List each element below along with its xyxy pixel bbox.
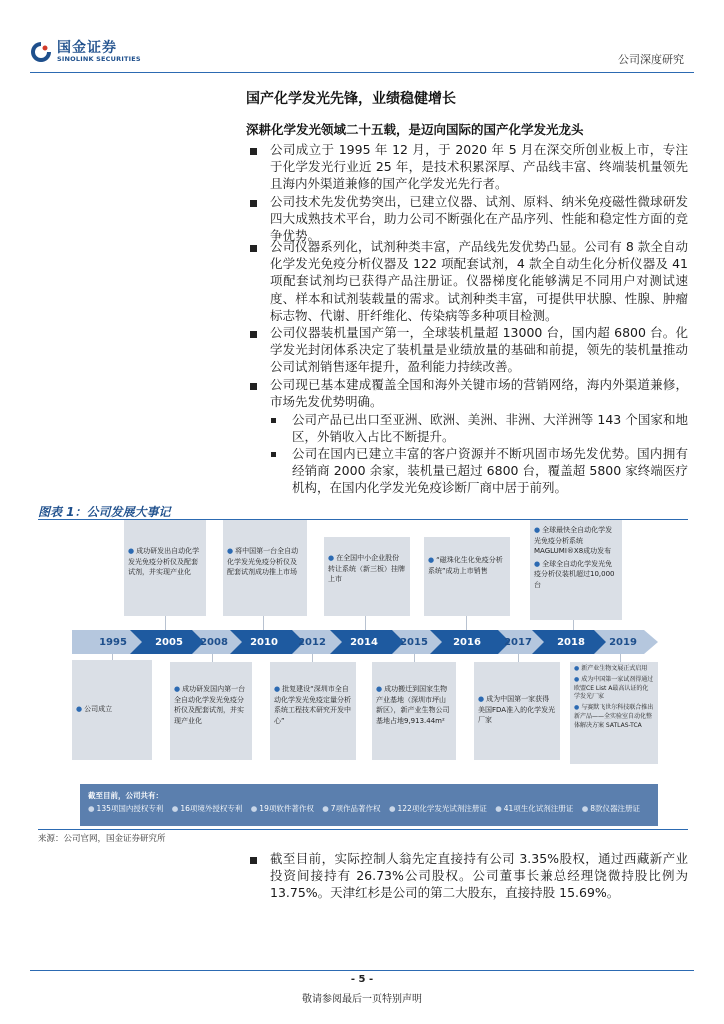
- connector: [573, 620, 574, 630]
- stat-item: ● 41项生化试剂注册证: [495, 804, 574, 813]
- logo-en: SINOLINK SECURITIES: [57, 55, 141, 63]
- stat-item: ● 122项化学发光试剂注册证: [388, 804, 487, 813]
- section-title: 国产化学发光先锋，业绩稳健增长: [246, 91, 456, 107]
- company-logo: [30, 41, 141, 63]
- paragraph-2: 公司技术先发优势突出，已建立仪器、试剂、原料、纳米免疫磁性微球研发四大成熟技术平台，助力公司不断强化在产品序列、性能和稳定性方面的竞争优势。: [270, 194, 688, 244]
- event-2015: ● 成功搬迁到国家生物产业基地（深圳市坪山新区），新产业生物公司基地占地9,913.44m²: [372, 662, 456, 760]
- bullet-icon: [250, 200, 257, 207]
- connector: [518, 654, 519, 662]
- paragraph-3: 公司仪器系列化，试剂种类丰富，产品线先发优势凸显。公司有 8 款全自动化学发光免疫分析仪器及 122 项配套试剂，4 款全自动生化分析仪器及 41 项配套试剂均已获得产品注册证。仪器梯度化能够满足不同用户对测试速度、样本和试剂装载量的需求。试剂种类丰富，可提供甲状腺、性腺、肿瘤标志物、代谢、肝纤维化、传染病等多种项目检测。: [270, 239, 688, 323]
- connector: [620, 654, 621, 662]
- event-2005: ● 成功研发出自动化学发光免疫分析仪及配套试剂，并实现产业化: [124, 520, 206, 616]
- connector: [212, 654, 213, 662]
- page-header: [0, 0, 724, 74]
- figure-source: 来源：公司官网，国金证券研究所: [38, 834, 166, 844]
- event-2014: ● 在全国中小企业股份转让系统（新三板）挂牌上市: [324, 537, 410, 616]
- sub-bullet-icon: [271, 418, 276, 423]
- year-2018: 2018: [557, 636, 585, 648]
- stat-item: ● 135项国内授权专利: [88, 804, 164, 813]
- page-number: - 5 -: [350, 974, 374, 985]
- event-2010: ● 将中国第一台全自动化学发光免疫分析仪及配套试剂成功推上市场: [223, 520, 307, 616]
- event-2016: ● “磁珠化生化免疫分析系统”成功上市销售: [424, 537, 510, 616]
- bullet-icon: [250, 148, 257, 155]
- report-type: 公司深度研究: [618, 53, 684, 66]
- sub-paragraph-1: 公司产品已出口至亚洲、欧洲、美洲、非洲、大洋洲等 143 个国家和地区，外销收入占比不断提升。: [292, 412, 688, 445]
- event-2012: ● 批复建设“深圳市全自动化学发光免疫定量分析系统工程技术研究开发中心”: [270, 662, 356, 760]
- bullet-icon: [250, 245, 257, 252]
- year-2017: 2017: [504, 636, 532, 648]
- stats-list: [88, 802, 650, 815]
- footer-divider: [30, 970, 694, 971]
- year-2014: 2014: [350, 636, 378, 648]
- stat-item: ● 7项作品著作权: [322, 804, 381, 813]
- disclaimer-note: 敬请参阅最后一页特别声明: [302, 994, 422, 1005]
- sub-title: 深耕化学发光领域二十五载，是迈向国际的国产化学发光龙头: [246, 122, 584, 137]
- event-2018: ● 全球最快全自动化学发光免疫分析系统MAGLUMI®X8成功发布 ● 全球全自动化学发光免疫分析仪装机超过10,000台: [530, 520, 622, 620]
- stat-item: ● 16项境外授权专利: [171, 804, 243, 813]
- connector: [312, 654, 313, 662]
- shareholding-paragraph: 截至目前，实际控制人翁先定直接持有公司 3.35%股权，通过西藏新产业投资间接持有 26.73%公司股权。公司董事长兼总经理饶微持股比例为13.75%。天津红杉是公司的第二大股东，直接持股 15.69%。: [270, 851, 688, 901]
- connector: [165, 616, 166, 630]
- year-1995: 1995: [99, 636, 127, 648]
- paragraph-1: 公司成立于 1995 年 12 月，于 2020 年 5 月在深交所创业板上市，专注于化学发光行业近 25 年，是技术积累深厚、产品线丰富、终端装机量领先且海内外渠道兼修的国产化学发光先行者。: [270, 142, 688, 192]
- stats-box: [80, 784, 658, 826]
- year-2015: 2015: [400, 636, 428, 648]
- year-2012: 2012: [298, 636, 326, 648]
- bullet-icon: [250, 383, 257, 390]
- paragraph-4: 公司仪器装机量国产第一，全球装机量超 13000 台，国内超 6800 台。化学发光封闭体系决定了装机量是业绩放量的基础和前提，领先的装机量推动公司试剂销售逐年提升，盈利能力持续改善。: [270, 325, 688, 375]
- paragraph-5: 公司现已基本建成覆盖全国和海外关键市场的营销网络，海内外渠道兼修，市场先发优势明确。: [270, 377, 688, 410]
- event-2017: ● 成为中国第一家获得美国FDA准入的化学发光厂家: [474, 662, 560, 760]
- bullet-icon: [250, 857, 257, 864]
- year-2005: 2005: [155, 636, 183, 648]
- figure-title: 图表 1：公司发展大事记: [38, 505, 171, 519]
- stat-item: ● 8款仪器注册证: [581, 804, 641, 813]
- event-1995: ● 公司成立: [72, 660, 152, 760]
- event-2008: ● 成功研发国内第一台全自动化学发光免疫分析仪及配套试剂，并实现产业化: [170, 662, 252, 760]
- stats-head: 截至目前，公司共有：: [88, 791, 163, 800]
- stat-item: ● 19项软件著作权: [250, 804, 314, 813]
- header-divider: [30, 72, 694, 73]
- logo-mark-icon: [30, 41, 52, 63]
- year-2016: 2016: [453, 636, 481, 648]
- sub-bullet-icon: [271, 452, 276, 457]
- event-2019: ● 新产业生物文展正式启用 ● 成为中国第一家试剂得通过欧盟CE List A最高认证的化学发光厂家 ● 与赛默飞世尔科技联合推出新产品——全实验室自动化整体解决方案 SATLAS-TCA: [570, 662, 658, 764]
- connector: [466, 616, 467, 630]
- connector: [263, 616, 264, 630]
- sub-paragraph-2: 公司在国内已建立丰富的客户资源并不断巩固市场先发优势。国内拥有经销商 2000 余家，装机量已超过 6800 台，覆盖超 5800 家终端医疗机构，在国内化学发光免疫诊断厂商中居于前列。: [292, 446, 688, 496]
- year-2019: 2019: [609, 636, 637, 648]
- year-2010: 2010: [250, 636, 278, 648]
- connector: [365, 616, 366, 630]
- year-2008: 2008: [200, 636, 228, 648]
- bullet-icon: [250, 331, 257, 338]
- source-divider: [38, 829, 688, 830]
- connector: [414, 654, 415, 662]
- logo-cn: 国金证券: [57, 40, 117, 56]
